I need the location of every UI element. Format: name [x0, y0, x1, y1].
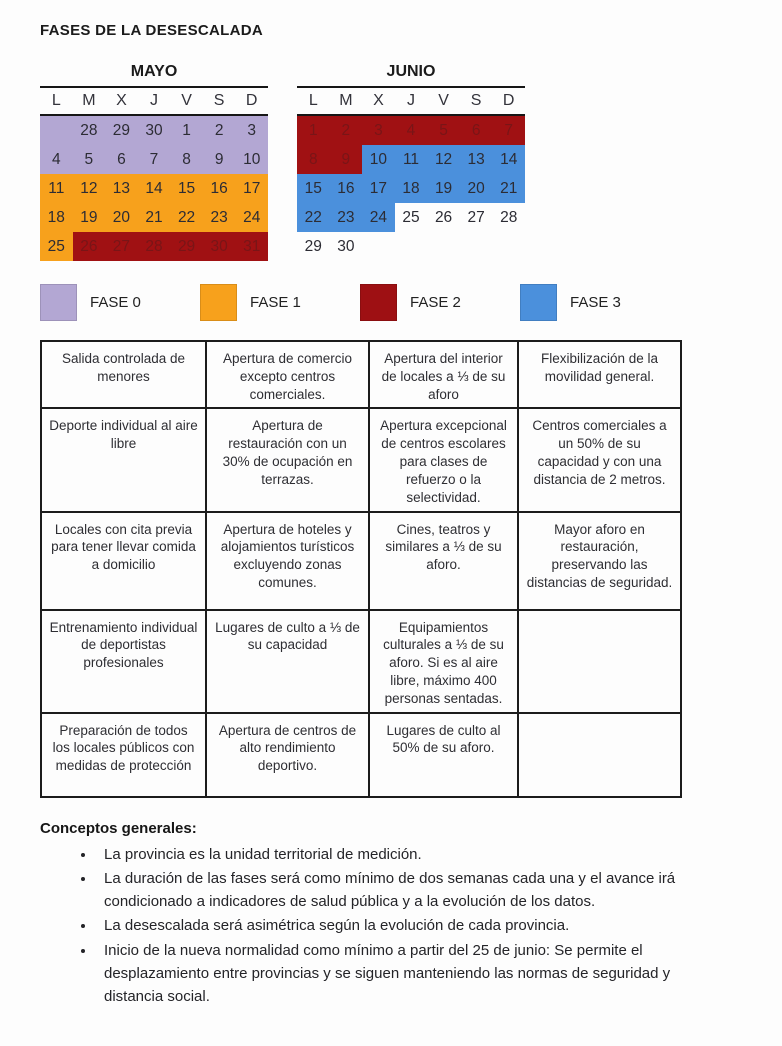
- calendar-day-cell: [492, 232, 525, 261]
- table-cell: Mayor aforo en restauración, preservando las distancias de seguridad.: [518, 512, 681, 610]
- page-title: FASES DE LA DESESCALADA: [40, 22, 264, 39]
- calendar-day-cell: 9: [203, 145, 236, 174]
- legend-label: FASE 3: [570, 294, 621, 311]
- day-header: V: [181, 92, 192, 109]
- calendar-day-cell: 18: [395, 174, 428, 203]
- calendar-day-cell: 8: [170, 145, 203, 174]
- calendar-day-cell: 2: [330, 116, 363, 145]
- table-cell: Lugares de culto al 50% de su aforo.: [369, 713, 518, 797]
- calendar-day-cell: [362, 232, 395, 261]
- calendar-day-cell: 1: [170, 116, 203, 145]
- concept-bullet: • La duración de las fases será como mínimo de dos semanas cada una y el avance irá condicionado a indicadores de salud pública y a la evolución de los datos.: [96, 867, 712, 914]
- day-header: D: [245, 92, 258, 109]
- table-row: [41, 408, 681, 511]
- calendar-day-cell: 5: [427, 116, 460, 145]
- calendar-day-cell: 24: [362, 203, 395, 232]
- infographic-page: [0, 22, 782, 1046]
- calendar-day-cell: 20: [460, 174, 493, 203]
- table-cell: Salida controlada de menores: [41, 341, 206, 408]
- calendar-day-cell: 4: [40, 145, 73, 174]
- calendar-day-cell: 19: [427, 174, 460, 203]
- calendar-day-cell: 25: [402, 208, 420, 226]
- concepts-list: [40, 843, 712, 1009]
- calendar-day-cell: [427, 232, 460, 261]
- table-cell: Equipamientos culturales a ⅓ de su aforo. Si es al aire libre, máximo 400 personas sentadas.: [369, 610, 518, 713]
- table-cell: Centros comerciales a un 50% de su capacidad y con una distancia de 2 metros.: [518, 408, 681, 511]
- legend-color-swatch: [360, 284, 397, 321]
- calendars-row: [40, 63, 782, 261]
- table-cell: Cines, teatros y similares a ⅓ de su aforo.: [369, 512, 518, 610]
- concept-bullet: • La desescalada será asimétrica según la evolución de cada provincia.: [96, 914, 712, 937]
- table-row: [41, 341, 681, 408]
- calendar-day-cell: 27: [105, 232, 138, 261]
- calendar-day-cell: 30: [337, 237, 355, 255]
- calendar-day-cell: 29: [105, 116, 138, 145]
- calendar-day-cell: 10: [362, 145, 395, 174]
- day-header: D: [502, 92, 515, 109]
- day-header: L: [308, 92, 318, 109]
- calendar-day-cell: 26: [73, 232, 106, 261]
- day-header: V: [438, 92, 449, 109]
- calendar-day-headers: [40, 88, 268, 114]
- concepts-heading: Conceptos generales:: [40, 819, 197, 837]
- calendar-day-cell: 15: [170, 174, 203, 203]
- legend-item-fase-3: [520, 284, 680, 321]
- calendar-day-cell: 31: [235, 232, 268, 261]
- calendar-day-cell: 30: [138, 116, 171, 145]
- day-header: L: [51, 92, 61, 109]
- calendar-day-cell: 28: [138, 232, 171, 261]
- calendar-day-cell: 6: [460, 116, 493, 145]
- calendar-day-cell: 2: [203, 116, 236, 145]
- calendar-day-cell: 16: [330, 174, 363, 203]
- calendar-day-cell: 14: [138, 174, 171, 203]
- calendar-day-cell: [40, 116, 73, 145]
- concept-bullet: • La provincia es la unidad territorial de medición.: [96, 843, 712, 866]
- legend-label: FASE 0: [90, 294, 141, 311]
- calendar-day-cell: 8: [297, 145, 330, 174]
- calendar-day-cell: 7: [138, 145, 171, 174]
- calendar-junio: [297, 63, 525, 261]
- calendar-day-cell: 12: [73, 174, 106, 203]
- table-cell: [518, 713, 681, 797]
- calendar-day-cell: 20: [105, 203, 138, 232]
- day-header: S: [213, 92, 225, 109]
- calendar-day-cell: 21: [138, 203, 171, 232]
- table-cell: [518, 610, 681, 713]
- legend-color-swatch: [40, 284, 77, 321]
- general-concepts: [40, 820, 712, 1009]
- calendar-month-title: MAYO: [130, 63, 178, 80]
- calendar-day-cell: 22: [297, 203, 330, 232]
- concept-bullet: • Inicio de la nueva normalidad como mínimo a partir del 25 de junio: Se permite el desplazamiento entre provincias y se siguen manteniendo las normas de seguridad y distancia social.: [96, 939, 712, 1009]
- calendar-day-cell: 17: [235, 174, 268, 203]
- calendar-day-cell: 7: [492, 116, 525, 145]
- calendar-day-cell: 5: [73, 145, 106, 174]
- calendar-day-cell: 25: [40, 232, 73, 261]
- calendar-day-cell: 24: [235, 203, 268, 232]
- calendar-day-cell: 11: [40, 174, 73, 203]
- table-cell: Apertura del interior de locales a ⅓ de su aforo: [369, 341, 518, 408]
- calendar-day-cell: 3: [235, 116, 268, 145]
- calendar-day-cell: 29: [170, 232, 203, 261]
- calendar-day-cell: 28: [500, 208, 518, 226]
- table-cell: Preparación de todos los locales públicos con medidas de protección: [41, 713, 206, 797]
- calendar-day-cell: 12: [427, 145, 460, 174]
- table-cell: Lugares de culto a ⅓ de su capacidad: [206, 610, 369, 713]
- calendar-day-cell: 28: [73, 116, 106, 145]
- calendar-day-cell: 16: [203, 174, 236, 203]
- phases-table: [40, 340, 682, 798]
- calendar-day-cell: 22: [170, 203, 203, 232]
- legend-item-fase-2: [360, 284, 520, 321]
- legend-color-swatch: [520, 284, 557, 321]
- day-header: M: [82, 92, 96, 109]
- table-cell: Apertura excepcional de centros escolares para clases de refuerzo o la selectividad.: [369, 408, 518, 511]
- table-row: [41, 512, 681, 610]
- legend-color-swatch: [200, 284, 237, 321]
- table-row: [41, 610, 681, 713]
- calendar-day-cell: 17: [362, 174, 395, 203]
- calendar-day-cell: 10: [235, 145, 268, 174]
- calendar-day-cell: 18: [40, 203, 73, 232]
- calendar-day-cell: 13: [105, 174, 138, 203]
- calendar-day-cell: 27: [467, 208, 485, 226]
- table-cell: Locales con cita previa para tener llevar comida a domicilio: [41, 512, 206, 610]
- day-header: J: [406, 92, 415, 109]
- legend-label: FASE 2: [410, 294, 461, 311]
- calendar-day-cell: 23: [203, 203, 236, 232]
- calendar-grid: [297, 116, 525, 261]
- calendar-day-cell: 3: [362, 116, 395, 145]
- legend-item-fase-0: [40, 284, 200, 321]
- calendar-day-cell: 30: [203, 232, 236, 261]
- table-cell: Apertura de restauración con un 30% de ocupación en terrazas.: [206, 408, 369, 511]
- table-row: [41, 713, 681, 797]
- calendar-day-cell: 23: [330, 203, 363, 232]
- phases-table-body: [41, 341, 681, 797]
- table-cell: Apertura de centros de alto rendimiento deportivo.: [206, 713, 369, 797]
- calendar-day-cell: 11: [395, 145, 428, 174]
- day-header: M: [339, 92, 353, 109]
- day-header: J: [149, 92, 158, 109]
- calendar-day-cell: 9: [330, 145, 363, 174]
- calendar-day-cell: 14: [492, 145, 525, 174]
- legend-item-fase-1: [200, 284, 360, 321]
- calendar-day-cell: 6: [105, 145, 138, 174]
- table-cell: Flexibilización de la movilidad general.: [518, 341, 681, 408]
- legend-label: FASE 1: [250, 294, 301, 311]
- day-header: X: [116, 92, 127, 109]
- table-cell: Deporte individual al aire libre: [41, 408, 206, 511]
- calendar-day-headers: [297, 88, 525, 114]
- day-header: X: [373, 92, 384, 109]
- table-cell: Entrenamiento individual de deportistas profesionales: [41, 610, 206, 713]
- calendar-day-cell: 26: [434, 208, 453, 226]
- calendar-day-cell: 15: [297, 174, 330, 203]
- calendar-month-title: JUNIO: [386, 63, 436, 80]
- calendar-day-cell: [395, 232, 428, 261]
- table-cell: Apertura de hoteles y alojamientos turísticos excluyendo zonas comunes.: [206, 512, 369, 610]
- calendar-day-cell: 19: [73, 203, 106, 232]
- calendar-day-cell: 4: [395, 116, 428, 145]
- calendar-grid: [40, 116, 268, 261]
- calendar-day-cell: 13: [460, 145, 493, 174]
- calendar-day-cell: [460, 232, 493, 261]
- table-cell: Apertura de comercio excepto centros comerciales.: [206, 341, 369, 408]
- calendar-day-cell: 29: [304, 237, 322, 255]
- calendar-day-cell: 1: [297, 116, 330, 145]
- day-header: S: [470, 92, 482, 109]
- calendar-mayo: [40, 63, 268, 261]
- phase-legend: [40, 284, 680, 321]
- calendar-day-cell: 21: [492, 174, 525, 203]
